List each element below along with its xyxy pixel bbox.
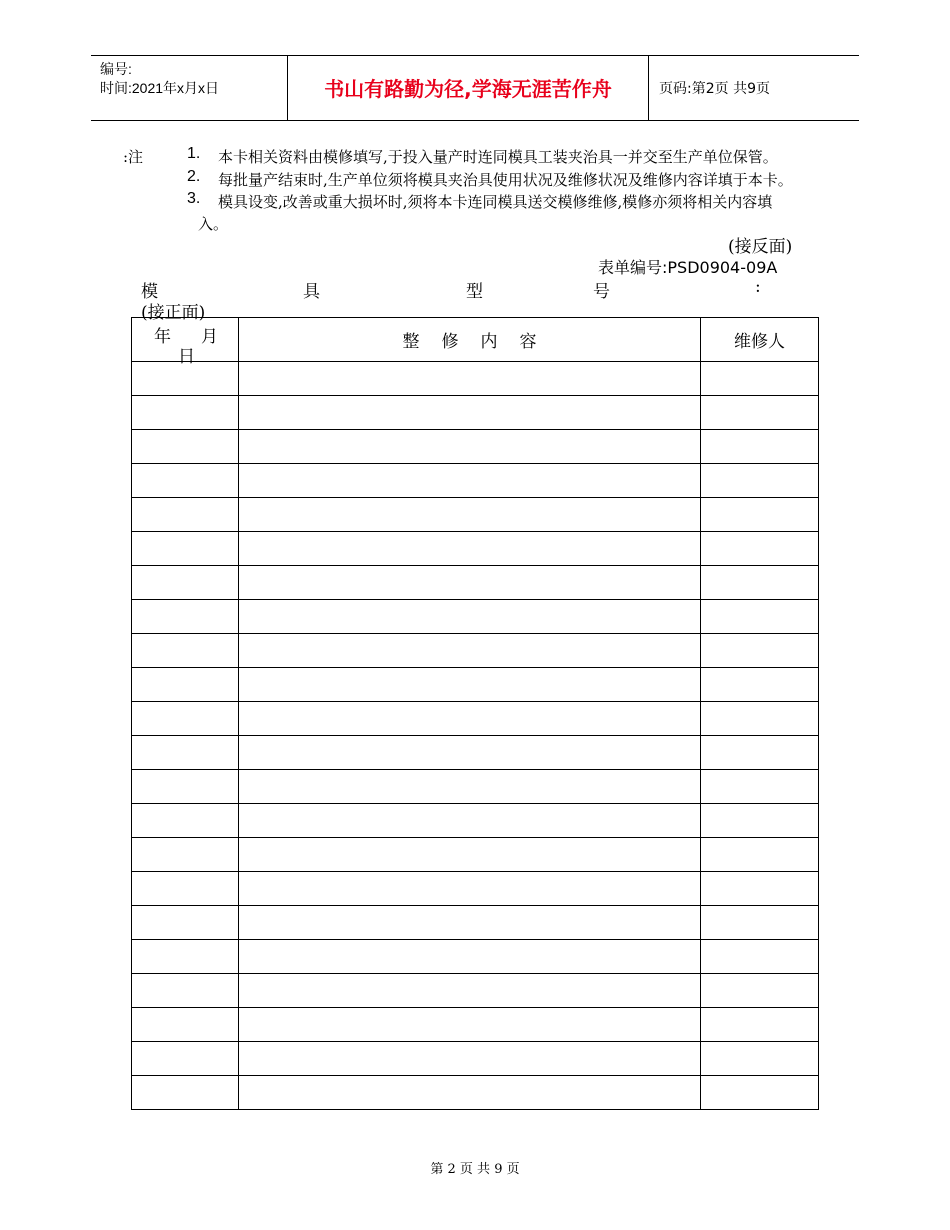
content-cell[interactable] xyxy=(239,464,701,498)
note-number-1: 1. xyxy=(187,145,201,162)
table-row xyxy=(132,974,819,1008)
date-cell[interactable] xyxy=(132,600,239,634)
table-row xyxy=(132,532,819,566)
content-cell[interactable] xyxy=(239,532,701,566)
date-cell[interactable] xyxy=(132,838,239,872)
header-person: 维修人 xyxy=(701,318,819,362)
header-meta xyxy=(91,56,287,120)
date-cell[interactable] xyxy=(132,1076,239,1110)
table-row xyxy=(132,1042,819,1076)
note-text-1: 本卡相关资料由模修填写,于投入量产时连同模具工装夹治具一并交至生产单位保管。 xyxy=(218,148,778,166)
table-row xyxy=(132,1076,819,1110)
person-cell[interactable] xyxy=(701,362,819,396)
person-cell[interactable] xyxy=(701,532,819,566)
person-cell[interactable] xyxy=(701,396,819,430)
mold-label-char-2: 具 xyxy=(303,282,320,302)
content-cell[interactable] xyxy=(239,1076,701,1110)
table-header-row xyxy=(132,318,819,362)
table-row xyxy=(132,430,819,464)
person-cell[interactable] xyxy=(701,1076,819,1110)
table-row xyxy=(132,600,819,634)
table-body xyxy=(132,362,819,1110)
table-row xyxy=(132,396,819,430)
form-code: 表单编号:PSD0904-09A xyxy=(598,258,778,277)
table-row xyxy=(132,770,819,804)
content-cell[interactable] xyxy=(239,1008,701,1042)
date-cell[interactable] xyxy=(132,974,239,1008)
note-text-3-continuation: 入。 xyxy=(198,215,229,233)
date-cell[interactable] xyxy=(132,566,239,600)
person-cell[interactable] xyxy=(701,464,819,498)
content-cell[interactable] xyxy=(239,940,701,974)
person-cell[interactable] xyxy=(701,736,819,770)
content-cell[interactable] xyxy=(239,566,701,600)
table-row xyxy=(132,464,819,498)
date-cell[interactable] xyxy=(132,634,239,668)
mold-label-colon: : xyxy=(755,277,761,297)
header-month: 月 xyxy=(201,326,218,347)
person-cell[interactable] xyxy=(701,634,819,668)
person-cell[interactable] xyxy=(701,600,819,634)
person-cell[interactable] xyxy=(701,668,819,702)
content-cell[interactable] xyxy=(239,634,701,668)
date-cell[interactable] xyxy=(132,770,239,804)
note-number-3: 3. xyxy=(187,190,201,207)
note-number-2: 2. xyxy=(187,168,201,185)
table-row xyxy=(132,838,819,872)
header-page-code: 页码:第2页 共9页 xyxy=(659,81,770,97)
person-cell[interactable] xyxy=(701,702,819,736)
date-cell[interactable] xyxy=(132,940,239,974)
table-row xyxy=(132,634,819,668)
content-cell[interactable] xyxy=(239,872,701,906)
date-cell[interactable] xyxy=(132,498,239,532)
table-row xyxy=(132,804,819,838)
person-cell[interactable] xyxy=(701,566,819,600)
content-cell[interactable] xyxy=(239,736,701,770)
maintenance-record-table xyxy=(131,317,819,1110)
date-cell[interactable] xyxy=(132,1042,239,1076)
header-day: 日 xyxy=(178,346,195,367)
date-cell[interactable] xyxy=(132,1008,239,1042)
content-cell[interactable] xyxy=(239,906,701,940)
content-cell[interactable] xyxy=(239,396,701,430)
person-cell[interactable] xyxy=(701,940,819,974)
content-cell[interactable] xyxy=(239,668,701,702)
note-text-2: 每批量产结束时,生产单位须将模具夹治具使用状况及维修状况及维修内容详填于本卡。 xyxy=(218,171,793,189)
content-cell[interactable] xyxy=(239,770,701,804)
document-header xyxy=(91,55,859,121)
header-content: 整修内容 xyxy=(239,318,701,362)
note-text-3: 模具设变,改善或重大损坏时,须将本卡连同模具送交模修维修,模修亦须将相关内容填 xyxy=(218,193,773,211)
mold-label-char-1: 模 xyxy=(141,282,158,302)
date-cell[interactable] xyxy=(132,702,239,736)
content-cell[interactable] xyxy=(239,430,701,464)
header-date-cell xyxy=(132,318,239,367)
mold-label-char-4: 号 xyxy=(593,282,610,302)
notes-prefix: :注 xyxy=(123,148,144,166)
date-cell[interactable] xyxy=(132,430,239,464)
table-row xyxy=(132,1008,819,1042)
front-side-label: (接正面) xyxy=(141,303,206,323)
time-label: 时间:2021年x月x日 xyxy=(100,80,220,96)
table-row xyxy=(132,668,819,702)
date-cell[interactable] xyxy=(132,532,239,566)
date-cell[interactable] xyxy=(132,872,239,906)
header-motto: 书山有路勤为径,学海无涯苦作舟 xyxy=(287,56,649,120)
serial-label: 编号: xyxy=(100,61,132,77)
content-cell[interactable] xyxy=(239,1042,701,1076)
table-row xyxy=(132,362,819,396)
date-cell[interactable] xyxy=(132,362,239,396)
table-row xyxy=(132,566,819,600)
content-cell[interactable] xyxy=(239,974,701,1008)
content-cell[interactable] xyxy=(239,600,701,634)
table-row xyxy=(132,736,819,770)
date-cell[interactable] xyxy=(132,906,239,940)
person-cell[interactable] xyxy=(701,430,819,464)
person-cell[interactable] xyxy=(701,770,819,804)
date-cell[interactable] xyxy=(132,804,239,838)
content-cell[interactable] xyxy=(239,498,701,532)
person-cell[interactable] xyxy=(701,838,819,872)
person-cell[interactable] xyxy=(701,804,819,838)
person-cell[interactable] xyxy=(701,974,819,1008)
person-cell[interactable] xyxy=(701,906,819,940)
content-cell[interactable] xyxy=(239,702,701,736)
date-cell[interactable] xyxy=(132,396,239,430)
person-cell[interactable] xyxy=(701,872,819,906)
table-row xyxy=(132,872,819,906)
mold-label-char-3: 型 xyxy=(466,282,483,302)
content-cell[interactable] xyxy=(239,362,701,396)
date-cell[interactable] xyxy=(132,736,239,770)
person-cell[interactable] xyxy=(701,498,819,532)
page-footer: 第 2 页 共 9 页 xyxy=(430,1162,520,1177)
date-cell[interactable] xyxy=(132,668,239,702)
content-cell[interactable] xyxy=(239,804,701,838)
table-row xyxy=(132,498,819,532)
reverse-side-label: (接反面) xyxy=(728,237,793,257)
person-cell[interactable] xyxy=(701,1008,819,1042)
table-row xyxy=(132,940,819,974)
content-cell[interactable] xyxy=(239,838,701,872)
header-year: 年 xyxy=(154,326,171,347)
date-cell[interactable] xyxy=(132,464,239,498)
person-cell[interactable] xyxy=(701,1042,819,1076)
table-row xyxy=(132,906,819,940)
table-row xyxy=(132,702,819,736)
